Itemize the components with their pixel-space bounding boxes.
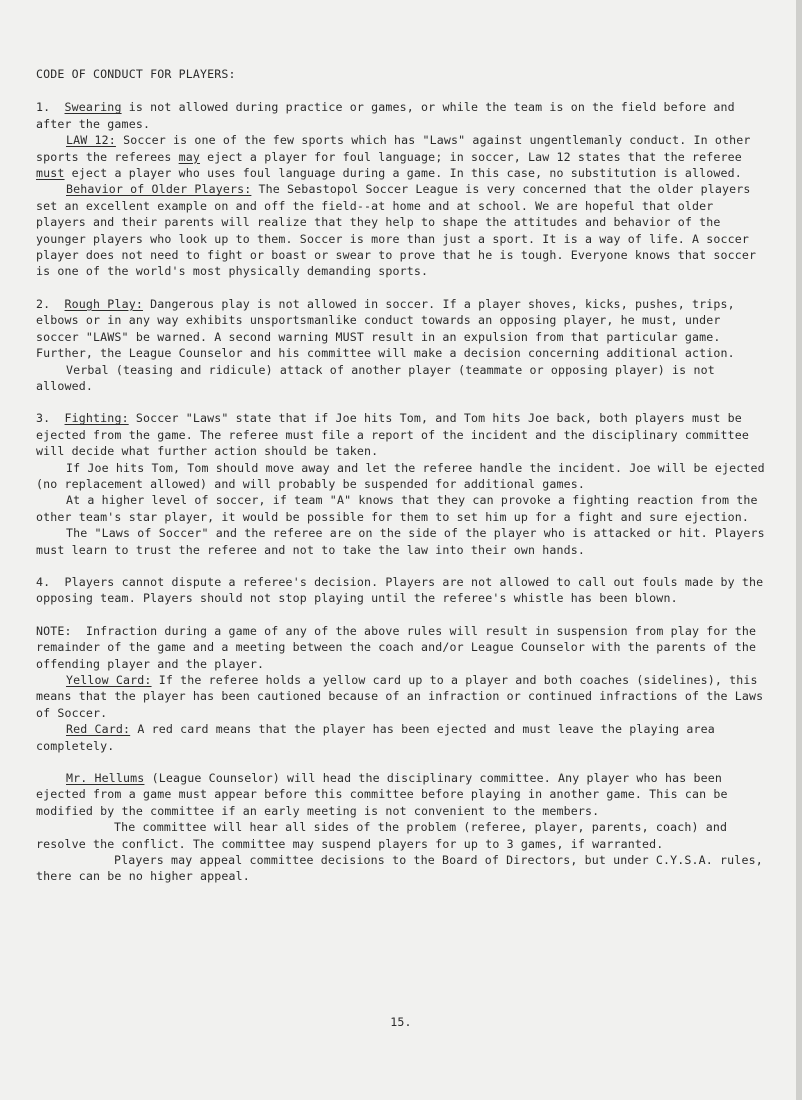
law-12-may: may	[178, 149, 201, 164]
fighting-paragraph-3: At a higher level of soccer, if team "A" knows that they can provoke a fighting reaction from the other team's star player, it would be possible for them to set him up for a fight and sure ejection.	[36, 493, 758, 524]
older-players-text: The Sebastopol Soccer League is very concerned that the older players set an excellent example on and off the field--at home and at school. We are hopeful that older players and their parents will realize that they help to shape the attitudes and behavior of the younger players who look up to them. Soccer is more than just a sport. It is a way of life. A soccer player does not need to fight or boast or swear to prove that he is tough. Everyone knows that soccer is one of the world's most physically demanding sports.	[36, 182, 757, 279]
section-rough-play	[36, 296, 766, 394]
committee-text: (League Counselor) will head the disciplinary committee. Any player who has been ejected from a game must appear before this committee before playing in another game. This can be modified by the committee if an early meeting is not convenient to the members.	[36, 771, 728, 818]
section-note	[36, 623, 766, 754]
committee-paragraph	[36, 770, 766, 819]
older-players-title: Behavior of Older Players:	[66, 182, 252, 197]
dispute-text: Players cannot dispute a referee's decision. Players are not allowed to call out fouls made by the opposing team. Players should not stop playing until the referee's whistle has been blown.	[36, 574, 764, 606]
verbal-attack-paragraph: Verbal (teasing and ridicule) attack of another player (teammate or opposing player) is not allowed.	[36, 362, 715, 393]
rough-play-text: Dangerous play is not allowed in soccer. If a player shoves, kicks, pushes, trips, elbows or in any way exhibits unsportsmanlike conduct towards an opposing player, he must, under soccer "LAWS" be warned. A second warning MUST result in an expulsion from that particular game. Further, the League Counselor and his committee will make a decision concerning additional action.	[36, 296, 735, 361]
red-card-paragraph	[36, 721, 766, 754]
appeal-paragraph: Players may appeal committee decisions to the Board of Directors, but under C.Y.S.A. rules, there can be no higher appeal.	[36, 853, 763, 884]
fighting-paragraph	[36, 410, 766, 459]
rough-play-paragraph	[36, 296, 766, 362]
older-players-paragraph	[36, 181, 766, 279]
law-12-paragraph	[36, 132, 766, 181]
note-text: Infraction during a game of any of the above rules will result in suspension from play for the remainder of the game and a meeting between the coach and/or League Counselor with the parents of the offending player and the player.	[36, 623, 757, 671]
page-edge	[796, 0, 802, 1100]
fighting-paragraph-2: If Joe hits Tom, Tom should move away and let the referee handle the incident. Joe will be ejected (no replacement allowed) and will probably be suspended for additional games.	[36, 460, 765, 491]
yellow-card-paragraph	[36, 672, 766, 721]
document-heading: CODE OF CONDUCT FOR PLAYERS:	[36, 67, 236, 81]
page-number: 15.	[390, 1015, 412, 1029]
note-paragraph	[36, 623, 766, 672]
law-12-must: must	[36, 166, 65, 181]
fighting-text: Soccer "Laws" state that if Joe hits Tom, and Tom hits Joe back, both players must be ejected from the game. The referee must file a report of the incident and the disciplinary committee will decide what further action should be taken.	[36, 411, 750, 459]
red-card-title: Red Card:	[66, 722, 131, 737]
swearing-text: is not allowed during practice or games, or while the team is on the field before and after the games.	[36, 100, 735, 131]
section-number: 3.	[36, 411, 51, 426]
counselor-name: Mr. Hellums	[66, 771, 145, 786]
yellow-card-text: If the referee holds a yellow card up to a player and both coaches (sidelines), this means that the player has been cautioned because of an infraction or continued infractions of the Laws of Soccer.	[36, 673, 764, 720]
swearing-paragraph	[36, 99, 766, 132]
law-12-title: LAW 12:	[66, 133, 116, 148]
section-dispute	[36, 574, 766, 607]
fighting-title: Fighting:	[64, 411, 129, 426]
section-number: 4.	[36, 574, 51, 589]
law-12-text-a: Soccer is one of the few sports which has "Laws" against ungentlemanly conduct. In other sports the referees	[36, 133, 751, 164]
section-swearing	[36, 99, 766, 279]
section-fighting	[36, 410, 766, 558]
law-12-text-b: eject a player for foul language; in soccer, Law 12 states that the referee	[207, 149, 742, 164]
note-label: NOTE:	[36, 623, 72, 638]
rough-play-title: Rough Play:	[64, 296, 143, 311]
section-committee	[36, 770, 766, 885]
yellow-card-title: Yellow Card:	[66, 673, 152, 687]
section-number: 2.	[36, 296, 51, 311]
red-card-text: A red card means that the player has been ejected and must leave the playing area completely.	[36, 722, 715, 753]
section-number: 1.	[36, 100, 51, 115]
fighting-paragraph-4: The "Laws of Soccer" and the referee are on the side of the player who is attacked or hit. Players must learn to trust the referee and not to take the law into their own hands.	[36, 526, 765, 557]
dispute-paragraph	[36, 574, 766, 607]
committee-paragraph-2: The committee will hear all sides of the problem (referee, player, parents, coach) and resolve the conflict. The committee may suspend players for up to 3 games, if warranted.	[36, 820, 728, 851]
law-12-text-c: eject a player who uses foul language during a game. In this case, no substitution is allowed.	[71, 166, 742, 181]
swearing-title: Swearing	[64, 100, 122, 115]
